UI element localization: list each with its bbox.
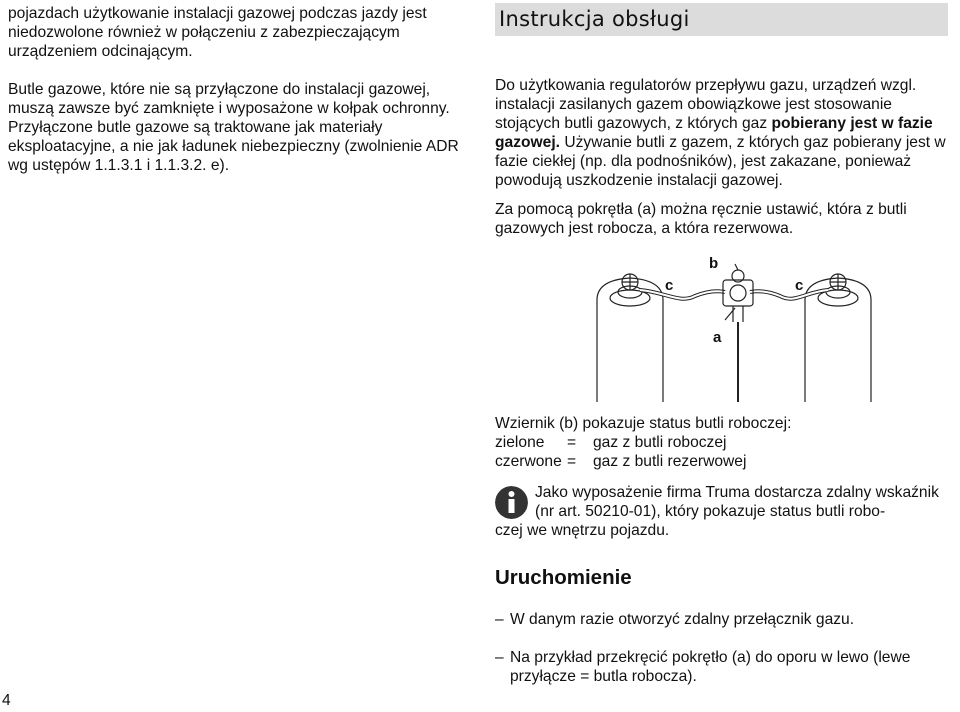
right-paragraph-2: Za pomocą pokrętła (a) można ręcznie ustawić, która z butli gazowych jest robocza, a która rezerwowa. <box>495 201 907 237</box>
section-header-bar <box>495 3 948 36</box>
section-title: Instrukcja obsługi <box>499 7 690 31</box>
startup-list <box>495 610 951 705</box>
status-row-green <box>495 433 791 452</box>
startup-heading: Uruchomienie <box>495 566 632 589</box>
list-item <box>495 648 951 686</box>
status-value: gaz z butli rezerwowej <box>593 453 747 470</box>
status-key: czerwone <box>495 453 562 470</box>
status-value: gaz z butli roboczej <box>593 434 727 451</box>
list-item-text: W danym razie otworzyć zdalny przełącznik gazu. <box>510 611 855 628</box>
right-paragraph-1-end: Używanie butli z gazem, z których gaz pobierany jest w fazie ciekłej (np. dla podnośników), jest zakazane, ponieważ powodują uszkodzenie instalacji gazowej. <box>495 134 946 189</box>
left-paragraph-1: pojazdach użytkowanie instalacji gazowej podczas jazdy jest niedozwolone również w połączeniu z zabezpieczającym urządzeniem odcinającym. <box>8 5 427 60</box>
status-intro: Wziernik (b) pokazuje status butli roboczej: <box>495 415 792 432</box>
status-equals: = <box>567 434 577 451</box>
right-paragraph-1-bold: pobierany jest w fazie gazowej. <box>495 115 933 151</box>
figure-label-c-right: c <box>795 277 804 294</box>
info-text-line2: czej we wnętrzu pojazdu. <box>495 522 670 539</box>
figure-label-c-left: c <box>665 277 674 294</box>
left-column <box>8 4 470 194</box>
figure-label-a: a <box>713 329 722 346</box>
info-text-line1: Jako wyposażenie firma Truma dostarcza zdalny wskaźnik (nr art. 50210-01), który pokazuje status butli robo- <box>535 484 939 520</box>
page-number: 4 <box>2 692 11 709</box>
left-paragraph-2: Butle gazowe, które nie są przyłączone do instalacji gazowej, muszą zawsze być zamknięte i wyposażone w kołpak ochronny. Przyłączone butle gazowe są traktowane jak materiały eksploatacyjne, a nie jak ładunek niebezpieczny (zwolnienie ADR wg ustępów 1.1.3.1 i 1.1.3.2. e). <box>8 81 459 174</box>
status-row-red <box>495 452 791 471</box>
status-equals: = <box>567 453 577 470</box>
list-item-text: Na przykład przekręcić pokrętło (a) do oporu w lewo (lewe przyłącze = butla robocza). <box>510 649 911 685</box>
status-legend <box>495 414 791 471</box>
right-paragraph-1 <box>495 76 951 190</box>
info-icon <box>495 486 528 519</box>
dash-bullet: – <box>495 611 504 628</box>
figure-label-b: b <box>709 255 719 272</box>
list-item <box>495 610 951 629</box>
right-paragraph-1-start: Do użytkowania regulatorów przepływu gazu, urządzeń wzgl. instalacji zasilanych gazem obowiązkowe jest stosowanie stojących butli gazowych, z których gaz <box>495 77 917 132</box>
status-key: zielone <box>495 434 545 451</box>
gas-bottle-illustration <box>585 252 885 402</box>
dash-bullet: – <box>495 649 504 666</box>
